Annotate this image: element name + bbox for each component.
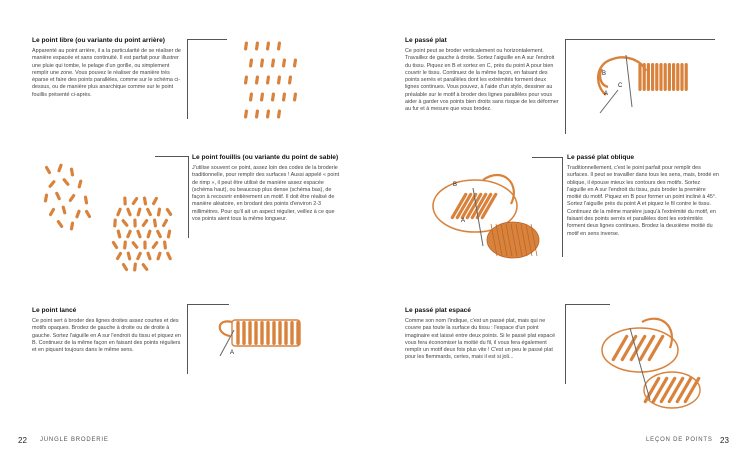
stitch-mark bbox=[153, 218, 157, 227]
section-point-fouillis bbox=[192, 154, 340, 223]
section-passe-plat-espace bbox=[405, 307, 560, 362]
stitch-mark bbox=[282, 92, 286, 101]
label-a: A bbox=[461, 218, 466, 224]
stitch-mark bbox=[131, 240, 139, 249]
illustration-point-libre bbox=[240, 38, 300, 128]
stitch-mark bbox=[255, 109, 259, 118]
stitch-mark bbox=[48, 180, 56, 189]
stitch-mark bbox=[133, 218, 137, 227]
stitch-mark bbox=[288, 75, 292, 84]
divider-line bbox=[565, 304, 566, 384]
stitch-mark bbox=[165, 207, 173, 216]
stitch-mark bbox=[61, 205, 66, 215]
stitch-mark bbox=[249, 58, 253, 67]
stitch-mark bbox=[151, 196, 158, 205]
stitch-mark bbox=[271, 92, 275, 101]
stitch-mark bbox=[277, 109, 281, 118]
stitch-mark bbox=[293, 92, 297, 101]
stitch-mark bbox=[123, 240, 127, 249]
stitch-mark bbox=[68, 193, 76, 202]
stitch-mark bbox=[136, 207, 142, 217]
stitch-mark bbox=[131, 196, 139, 205]
section-body: Apparenté au point arrière, il a la particularité de se réaliser de manière espacée et sans continuité. Il est parfait pour illustrer une pluie qui tombe, le pelage d'un gorille, ou simplement remplir une zone. Vous pouvez le réaliser de manière très éparse et faire des points parallèles, comme sur le schéma ci-dessus, ou de manière plus anarchique comme sur le point fouillis présenté ci-après. bbox=[32, 47, 181, 98]
stitch-mark bbox=[672, 63, 675, 91]
stitch-mark bbox=[70, 167, 75, 176]
stitch-mark bbox=[136, 229, 142, 239]
stitch-mark bbox=[244, 109, 248, 118]
illustration-point-lance bbox=[212, 308, 312, 368]
stitch-mark bbox=[156, 251, 162, 261]
label-a: A bbox=[230, 350, 235, 356]
stitch-mark bbox=[84, 195, 89, 204]
stitch-mark bbox=[664, 63, 667, 91]
section-point-lance bbox=[32, 307, 182, 354]
divider-line bbox=[187, 39, 188, 119]
page-number: 23 bbox=[720, 436, 729, 445]
stitch-mark bbox=[266, 41, 270, 50]
illustration-point-fouillis-dense bbox=[110, 195, 172, 275]
stitch-mark bbox=[254, 321, 257, 345]
stitch-mark bbox=[116, 207, 122, 217]
stitch-mark bbox=[77, 179, 82, 189]
stitch-mark bbox=[284, 321, 287, 345]
stitch-mark bbox=[126, 229, 132, 239]
stitch-mark bbox=[685, 63, 688, 91]
stitch-mark bbox=[277, 75, 281, 84]
page-number: 22 bbox=[18, 436, 27, 445]
stitch-mark bbox=[611, 334, 629, 362]
label-c: C bbox=[618, 83, 623, 89]
footer-title: JUNGLE BRODERIE bbox=[40, 437, 109, 443]
stitch-mark bbox=[282, 58, 286, 67]
stitch-mark bbox=[57, 163, 63, 173]
divider-line bbox=[187, 304, 229, 305]
stitch-mark bbox=[157, 207, 162, 216]
stitch-mark bbox=[133, 262, 137, 271]
illustration-passe-plat-espace bbox=[590, 308, 710, 418]
section-title: Le point fouillis (ou variante du point de sable) bbox=[192, 154, 339, 161]
stitch-mark bbox=[255, 75, 259, 84]
stitch-mark bbox=[167, 229, 172, 238]
stitch-mark bbox=[123, 196, 127, 205]
stitch-mark bbox=[48, 207, 55, 216]
stitch-mark bbox=[266, 75, 270, 84]
stitch-mark bbox=[113, 218, 117, 227]
stitch-mark bbox=[146, 229, 152, 239]
stitch-mark bbox=[141, 218, 149, 227]
stitch-mark bbox=[272, 321, 275, 345]
illustration-point-fouillis-sparse bbox=[38, 160, 94, 230]
stitch-mark bbox=[70, 221, 75, 230]
illustration-passe-plat bbox=[588, 45, 698, 115]
stitch-mark bbox=[638, 334, 656, 362]
section-title: Le passé plat oblique bbox=[567, 154, 635, 161]
label-b: B bbox=[602, 71, 607, 77]
section-body: Comme son nom l'indique, c'est un passé plat, mais qui ne couvre pas toute la surface du tissu : l'espace d'un point imaginaire est laissé entre deux points. Si le passé plat espacé vous fera économiser la moitié du fil, il vous fera également remplir un motif deux fois plus vite ! C'est un peu le passé plat pour les flemmards, certes, mais il est si joli... bbox=[405, 317, 556, 361]
stitch-mark bbox=[680, 63, 683, 91]
divider-line bbox=[187, 304, 188, 374]
stitch-mark bbox=[266, 321, 269, 345]
stitch-mark bbox=[62, 178, 70, 187]
stitch-mark bbox=[277, 41, 281, 50]
stitch-mark bbox=[141, 262, 149, 271]
stitch-mark bbox=[655, 63, 658, 91]
stitch-mark bbox=[676, 63, 679, 91]
stitch-mark bbox=[249, 92, 253, 101]
stitch-mark bbox=[56, 219, 64, 228]
stitch-mark bbox=[244, 41, 248, 50]
stitch-mark bbox=[236, 321, 239, 345]
stitch-mark bbox=[84, 209, 91, 218]
section-passe-plat-oblique bbox=[567, 154, 719, 238]
section-point-libre bbox=[32, 37, 182, 99]
stitch-mark bbox=[161, 218, 168, 227]
stitch-mark bbox=[668, 63, 671, 91]
section-body: Ce point sert à broder des lignes droites assez courtes et des motifs opaques. Brodez de gauche à droite ou de droite à gauche. Sortez l'aiguille en A sur l'endroit du tissu et piquez en B. Continuez de la même façon en faisant des points réguliers et en piquant toujours dans le même sens. bbox=[32, 317, 181, 354]
footer-title: LEÇON DE POINTS bbox=[646, 437, 713, 443]
stitch-mark bbox=[136, 251, 143, 261]
section-body: J'utilise souvent ce point, assez loin des codes de la broderie traditionnelle, pour remplir des surfaces ! Aussi appelé « point de rimp », il peut être utilisé de manière assez espacée (schéma haut), ou beaucoup plus dense (schéma bas), de façon à recouvrir entièrement un motif. Il doit être réalisé de manière aléatoire, en brodant des points d'environ 2-3 millimètres. Pour qu'il ait un aspect régulier, veillez à ce que vos points aient tous la même longueur. bbox=[192, 164, 340, 222]
stitch-mark bbox=[278, 321, 281, 345]
label-b: B bbox=[453, 182, 458, 188]
section-title: Le passé plat bbox=[405, 37, 447, 44]
stitch-mark bbox=[290, 321, 293, 345]
section-title: Le passé plat espacé bbox=[405, 307, 471, 314]
illustration-passe-plat-oblique bbox=[425, 158, 555, 268]
divider-line bbox=[562, 157, 563, 257]
stitch-mark bbox=[115, 251, 122, 260]
stitch-mark bbox=[638, 63, 641, 91]
stitch-mark bbox=[126, 251, 131, 260]
stitch-mark bbox=[151, 240, 159, 249]
stitch-mark bbox=[248, 321, 251, 345]
stitch-mark bbox=[260, 92, 264, 101]
section-passe-plat bbox=[405, 37, 560, 114]
stitch-mark bbox=[647, 334, 665, 362]
divider-line bbox=[187, 39, 227, 40]
stitch-mark bbox=[647, 63, 650, 91]
section-title: Le point libre (ou variante du point arrière) bbox=[32, 37, 165, 44]
stitch-mark bbox=[146, 207, 153, 216]
stitch-mark bbox=[260, 58, 264, 67]
divider-line bbox=[188, 156, 189, 238]
stitch-mark bbox=[163, 240, 167, 249]
stitch-mark bbox=[121, 218, 129, 227]
stitch-mark bbox=[121, 262, 128, 271]
divider-line bbox=[565, 39, 566, 134]
stitch-mark bbox=[293, 58, 297, 67]
stitch-mark bbox=[146, 251, 152, 261]
stitch-mark bbox=[271, 58, 275, 67]
label-a: A bbox=[604, 91, 609, 97]
stitch-mark bbox=[55, 191, 62, 201]
stitch-mark bbox=[75, 209, 81, 219]
section-body: Traditionnellement, c'est le point parfait pour remplir des surfaces. Il peut se travailler dans tous les sens, mais, brodé en oblique, il épouse mieux les contours des motifs. Sortez l'aiguille en A sur l'endroit du tissu, puis broder la première moitié du motif. Piquez en B pour former un point incliné à 45°. Sortez l'aiguille près du point A et piquez le fil contre le tissu. Continuez de la même manière jusqu'à l'extrémité du motif, en faisant des points serrés et parallèles dont les extrémités forment deux lignes continues. Brodez la deuxième moitié du motif en sens inverse. bbox=[567, 164, 719, 237]
stitch-mark bbox=[244, 75, 248, 84]
stitch-mark bbox=[296, 321, 299, 345]
stitch-mark bbox=[242, 321, 245, 345]
stitch-mark bbox=[143, 196, 148, 205]
stitch-mark bbox=[126, 207, 132, 217]
stitch-mark bbox=[44, 165, 51, 174]
stitch-mark bbox=[255, 41, 259, 50]
stitch-mark bbox=[266, 109, 270, 118]
section-body: Ce point peut se broder verticalement ou horizontalement. Travaillez de gauche à droite. Sortez l'aiguille en A sur l'endroit du tissu. Piquez en B et sortez en C, près du point A pour bien couvrir le tissu. Continuez de la même façon, en faisant des points serrés et parallèles dont les extrémités forment deux lignes continues. Vous pouvez, à l'aide d'un stylo, dessiner au préalable sur le motif à broder des lignes parallèles pour vous aider à garder vos points bien droits sans risque de les déformer au fur et à mesure que vous brodez. bbox=[405, 47, 559, 113]
divider-line bbox=[565, 304, 610, 305]
stitch-mark bbox=[111, 240, 118, 249]
stitch-mark bbox=[260, 321, 263, 345]
divider-line bbox=[155, 156, 188, 157]
stitch-mark bbox=[659, 63, 662, 91]
stitch-mark bbox=[643, 63, 646, 91]
stitch-mark bbox=[143, 240, 146, 249]
stitch-mark bbox=[44, 193, 49, 202]
section-title: Le point lancé bbox=[32, 307, 77, 314]
stitch-mark bbox=[116, 229, 121, 239]
divider-line bbox=[565, 39, 715, 40]
stitch-mark bbox=[651, 63, 654, 91]
stitch-mark bbox=[156, 229, 163, 238]
stitch-mark bbox=[166, 251, 173, 261]
